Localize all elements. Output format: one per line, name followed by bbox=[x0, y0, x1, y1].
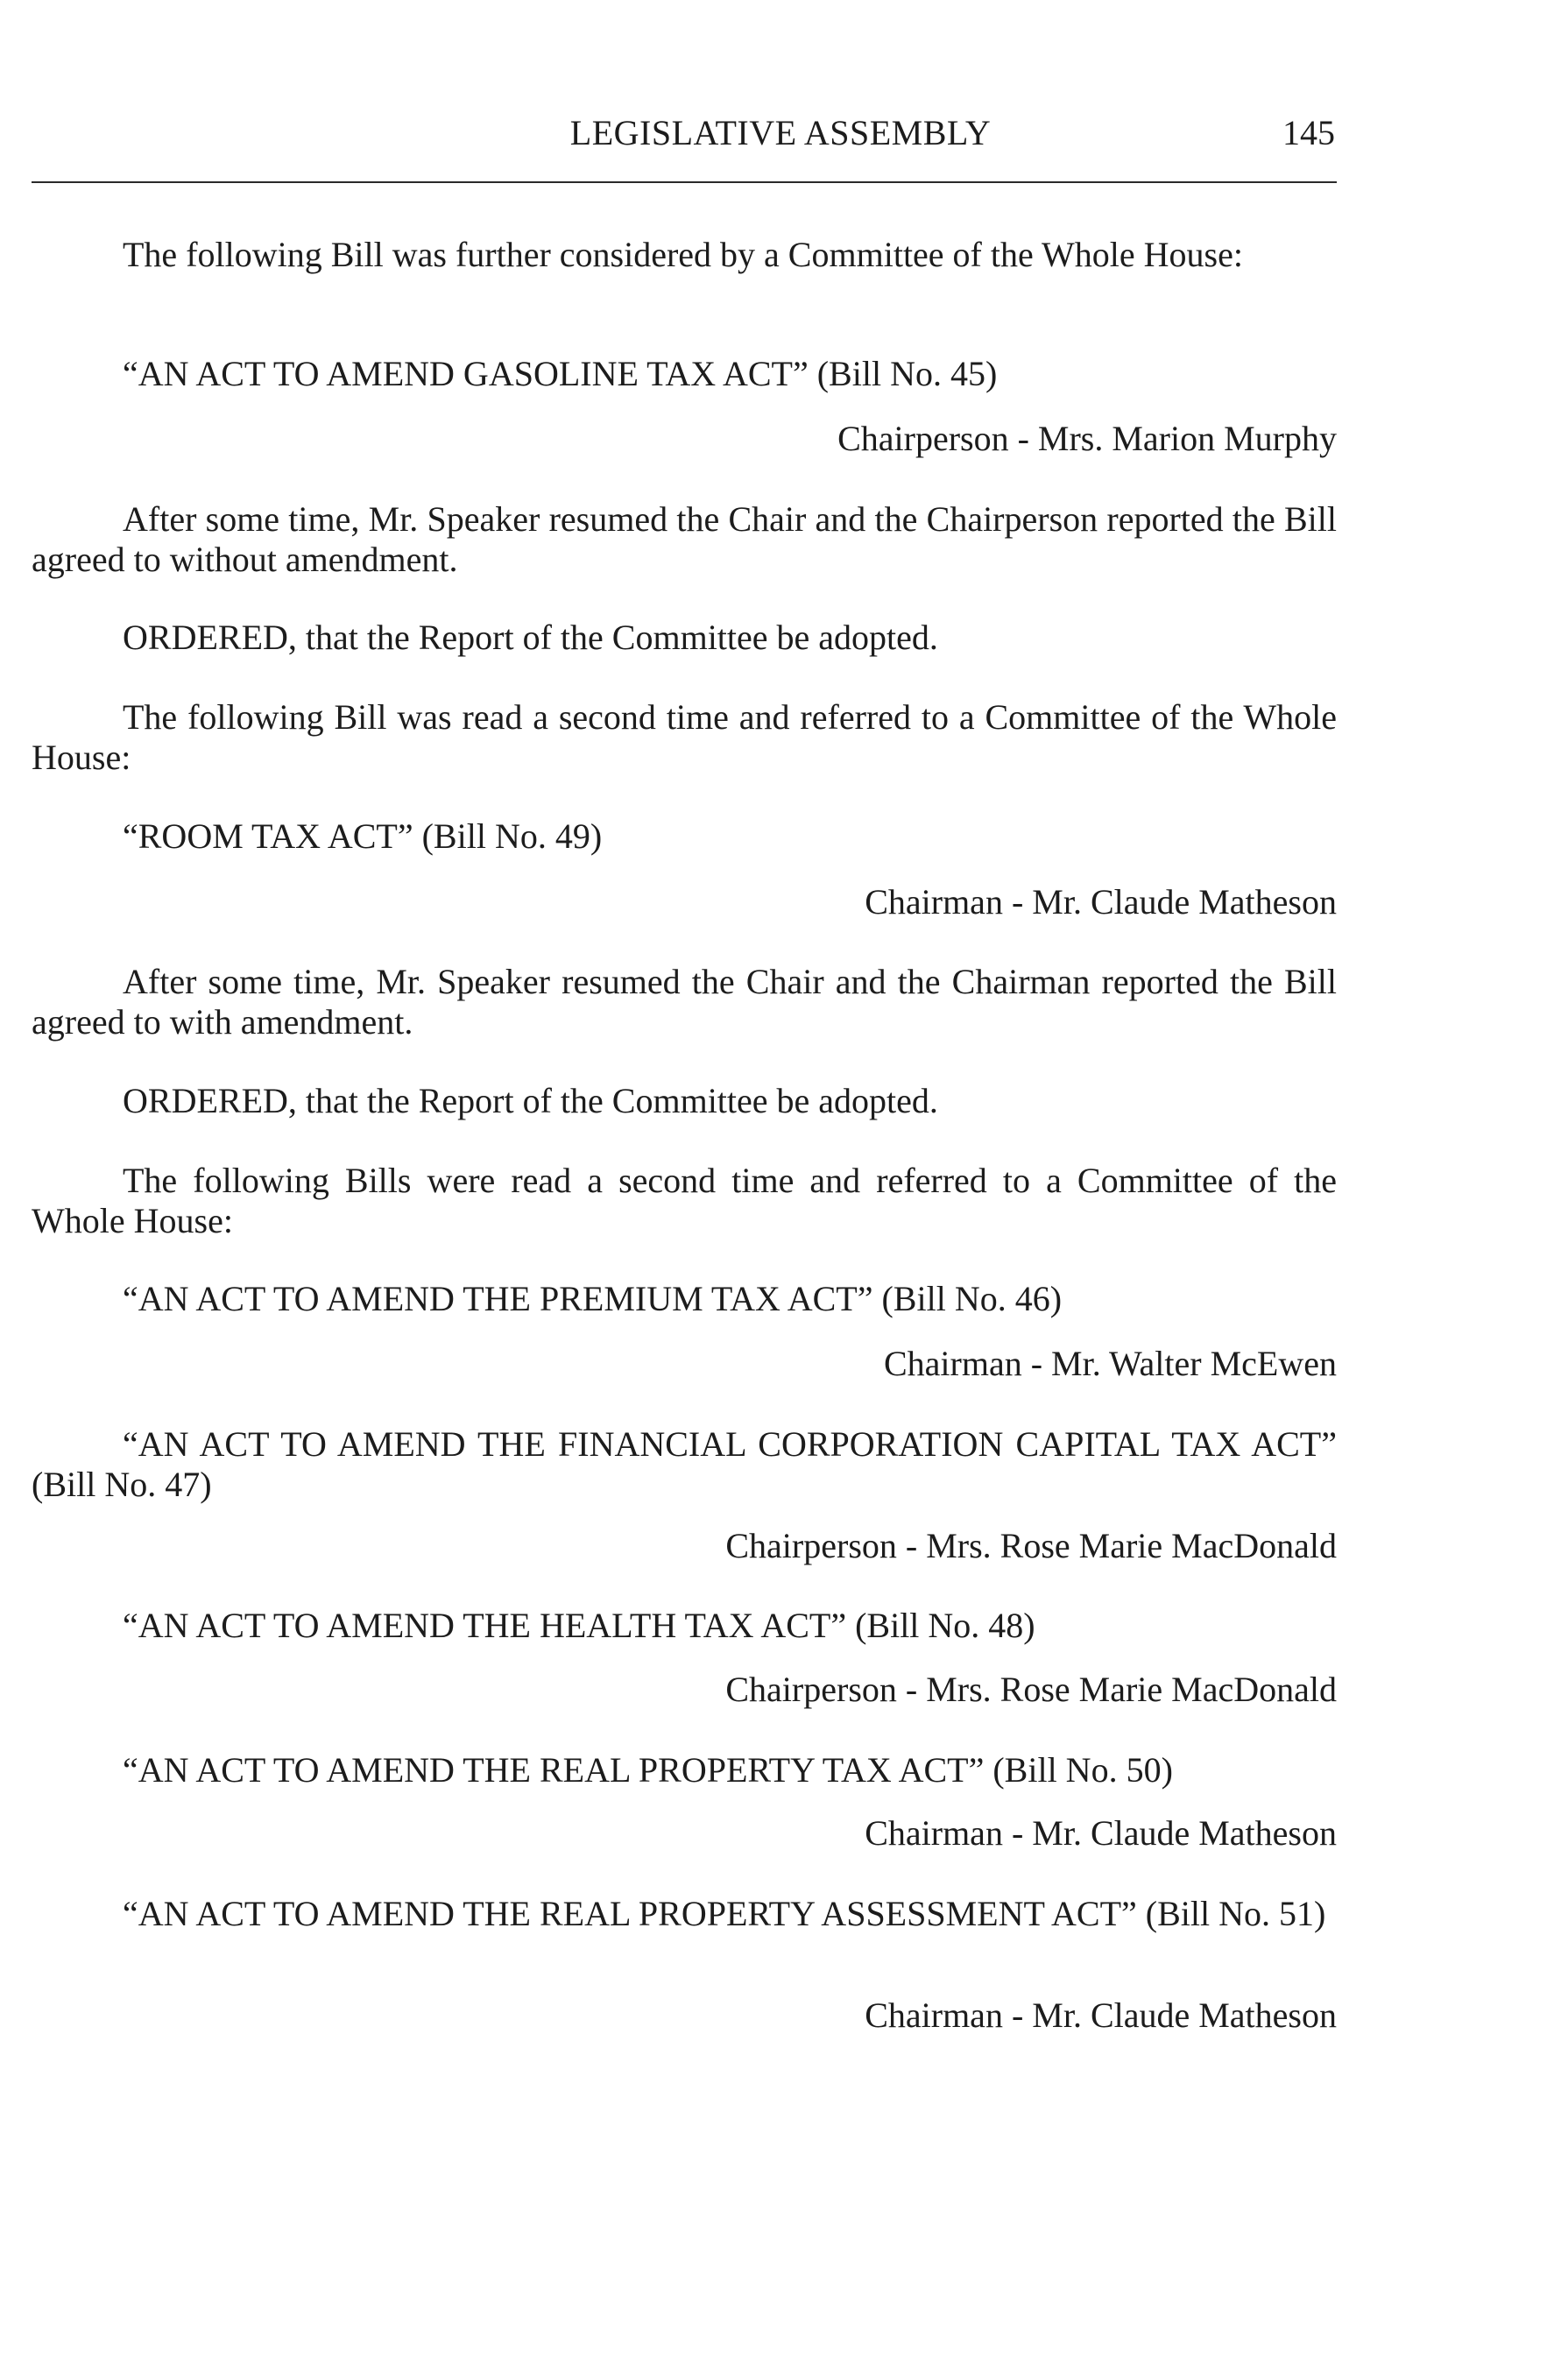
page-number: 145 bbox=[1282, 113, 1335, 152]
bill-title-gasoline-tax: “AN ACT TO AMEND GASOLINE TAX ACT” (Bill No. 45) bbox=[123, 354, 998, 393]
bill-title-financial-corporation-capital-tax: “AN ACT TO AMEND THE FINANCIAL CORPORATION CAPITAL TAX ACT” (Bill No. 47) bbox=[32, 1424, 1337, 1504]
bill-title-premium-tax: “AN ACT TO AMEND THE PREMIUM TAX ACT” (Bill No. 46) bbox=[123, 1279, 1063, 1318]
chairman-line: Chairman - Mr. Claude Matheson bbox=[865, 882, 1337, 922]
chairman-line: Chairman - Mr. Claude Matheson bbox=[865, 1995, 1337, 2035]
chairman-line: Chairman - Mr. Claude Matheson bbox=[865, 1813, 1337, 1853]
paragraph-speaker-resumed: After some time, Mr. Speaker resumed the Chair and the Chairperson reported the Bill agreed to without amendment. bbox=[32, 499, 1337, 579]
header-rule bbox=[32, 181, 1337, 183]
paragraph-ordered: ORDERED, that the Report of the Committee be adopted. bbox=[123, 1081, 938, 1120]
paragraph-ordered: ORDERED, that the Report of the Committee be adopted. bbox=[123, 618, 938, 657]
chairperson-line: Chairperson - Mrs. Rose Marie MacDonald bbox=[725, 1670, 1337, 1709]
bill-title-room-tax: “ROOM TAX ACT” (Bill No. 49) bbox=[123, 816, 603, 856]
running-header-title: LEGISLATIVE ASSEMBLY bbox=[569, 113, 992, 152]
paragraph-committee-consideration: The following Bill was further considered by a Committee of the Whole House: bbox=[123, 235, 1243, 274]
bill-title-health-tax: “AN ACT TO AMEND THE HEALTH TAX ACT” (Bill No. 48) bbox=[123, 1606, 1035, 1645]
chairman-line: Chairman - Mr. Walter McEwen bbox=[883, 1344, 1337, 1383]
paragraph-second-reading: The following Bill was read a second time and referred to a Committee of the Whole House: bbox=[32, 697, 1337, 777]
bill-title-real-property-tax: “AN ACT TO AMEND THE REAL PROPERTY TAX ACT” (Bill No. 50) bbox=[123, 1750, 1173, 1790]
paragraph-speaker-resumed: After some time, Mr. Speaker resumed the Chair and the Chairman reported the Bill agreed to with amendment. bbox=[32, 962, 1337, 1042]
chairperson-line: Chairperson - Mrs. Rose Marie MacDonald bbox=[725, 1526, 1337, 1565]
bill-title-real-property-assessment: “AN ACT TO AMEND THE REAL PROPERTY ASSESSMENT ACT” (Bill No. 51) bbox=[123, 1894, 1326, 1933]
paragraph-second-reading-bills: The following Bills were read a second time and referred to a Committee of the Whole House: bbox=[32, 1161, 1337, 1240]
chairperson-line: Chairperson - Mrs. Marion Murphy bbox=[837, 419, 1337, 458]
